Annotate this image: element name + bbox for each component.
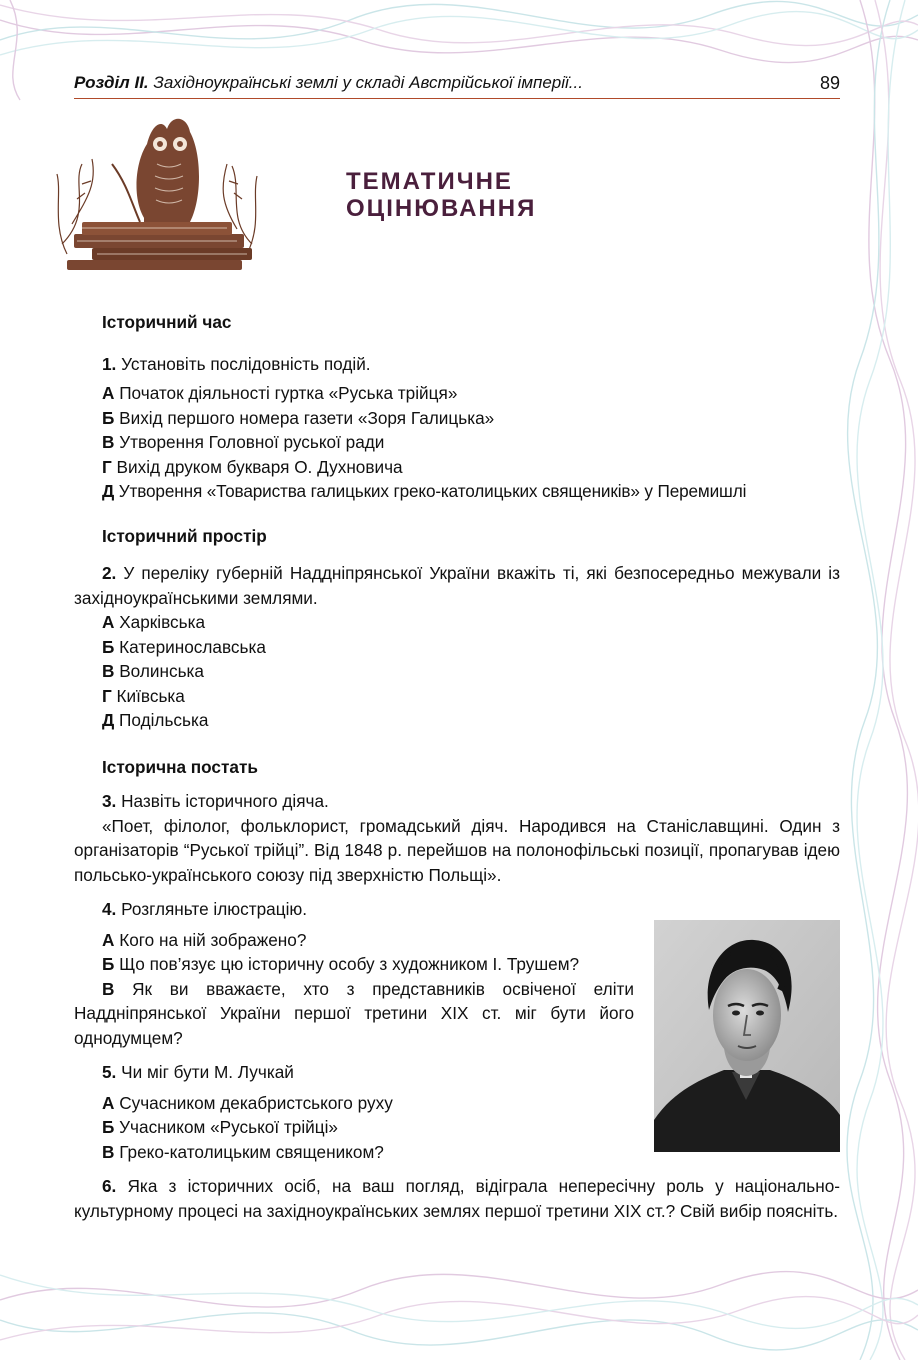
question-number: 1.: [102, 353, 117, 374]
quote-text: «Поет, філолог, фольклорист, громадський діяч. Народився на Станіславщині. Один з організаторів “Руської трійці”. Від 1848 р. перейшов на полонофільські позиції, пропагував ідею польсько-українського союзу під зверхністю Польщі».: [74, 815, 840, 885]
option-text: Волинська: [119, 661, 204, 681]
option-text: Київська: [116, 685, 185, 706]
answer-option: [102, 659, 840, 684]
option-letter: В: [102, 978, 115, 999]
question-number: 3.: [102, 791, 117, 811]
option-text: Вихід друком букваря О. Духновича: [116, 456, 403, 477]
option-letter: Б: [102, 954, 115, 974]
option-text: Харківська: [119, 612, 206, 632]
answer-option: [74, 952, 634, 977]
question-text: Назвіть історичного діяча.: [121, 791, 329, 811]
option-text: Греко-католицьким священиком?: [119, 1141, 384, 1162]
option-letter: А: [102, 1092, 115, 1113]
option-text: Утворення «Товариства галицьких греко-католицьких священиків» у Перемишлі: [118, 481, 747, 501]
option-letter: А: [102, 929, 115, 950]
question-1: [74, 352, 840, 377]
option-letter: Б: [102, 636, 115, 657]
portrait-photo: [654, 920, 840, 1152]
question-3: [74, 789, 840, 814]
answer-option: [74, 1140, 634, 1165]
question-6: [74, 1174, 840, 1223]
answer-option: [74, 928, 634, 953]
option-text: Утворення Головної руської ради: [119, 432, 385, 452]
owl-on-books-illustration: [52, 104, 262, 276]
answer-option: [102, 708, 840, 733]
question-text: Яка з історичних осіб, на ваш погляд, відіграла непересічну роль у національно-культурному процесі на західноукраїнських землях першої третини XIX ст.? Свій вибір поясніть.: [74, 1176, 840, 1221]
option-letter: Г: [102, 456, 112, 477]
option-letter: В: [102, 432, 115, 452]
running-header: [74, 72, 840, 99]
answer-option: [102, 455, 840, 480]
question-text: Розгляньте ілюстрацію.: [121, 899, 308, 919]
option-letter: Д: [102, 710, 115, 730]
question-text: Установіть послідовність подій.: [121, 353, 371, 374]
option-text: Вихід першого номера газети «Зоря Галицька»: [119, 407, 495, 428]
option-text: Кого на ній зображено?: [119, 929, 307, 950]
question-2: [74, 561, 840, 610]
answer-option: [102, 684, 840, 709]
answer-option: [102, 430, 840, 455]
answer-option: [74, 977, 634, 1051]
option-letter: В: [102, 661, 115, 681]
answer-option: [102, 479, 840, 504]
option-text: Подільська: [119, 710, 209, 730]
answer-option: [102, 610, 840, 635]
answer-option: [102, 406, 840, 431]
answer-option: [74, 1091, 634, 1116]
question-5: [74, 1060, 634, 1085]
page-title: [346, 168, 536, 222]
option-text: Початок діяльності гуртка «Руська трійця»: [119, 383, 458, 403]
answer-option: [102, 635, 840, 660]
option-text: Катеринославська: [119, 636, 266, 657]
option-letter: А: [102, 612, 115, 632]
chapter-title: Західноукраїнські землі у складі Австрійської імперії...: [153, 73, 583, 92]
option-letter: Б: [102, 407, 115, 428]
section-label: Розділ ІІ.: [74, 73, 149, 92]
option-letter: В: [102, 1141, 115, 1162]
option-text: Учасником «Руської трійці»: [119, 1117, 338, 1137]
option-letter: А: [102, 383, 115, 403]
answer-option: [102, 381, 840, 406]
option-text: Що пов’язує цю історичну особу з художником І. Трушем?: [119, 954, 580, 974]
option-letter: Д: [102, 481, 115, 501]
section-heading: Історичний простір: [102, 525, 267, 546]
question-number: 4.: [102, 899, 117, 919]
option-letter: Б: [102, 1117, 115, 1137]
question-number: 5.: [102, 1062, 117, 1082]
page-number: 89: [819, 73, 840, 93]
answer-option: [74, 1115, 634, 1140]
section-heading: Історичний час: [102, 312, 232, 332]
question-text: Чи міг бути М. Лучкай: [121, 1062, 294, 1082]
option-text: Сучасником декабристського руху: [119, 1092, 393, 1113]
question-number: 6.: [102, 1176, 117, 1196]
title-line-2: ОЦІНЮВАННЯ: [346, 195, 537, 222]
title-line-1: ТЕМАТИЧНЕ: [346, 168, 513, 195]
question-number: 2.: [102, 563, 117, 583]
option-text: Як ви вважаєте, хто з представників освіченої еліти Наддніпрянської України першої третини XIX ст. міг бути його однодумцем?: [74, 978, 634, 1048]
option-letter: Г: [102, 685, 112, 706]
question-text: У переліку губерній Наддніпрянської України вкажіть ті, які безпосередньо межували із західноукраїнськими землями.: [74, 563, 841, 608]
question-4: [74, 897, 634, 922]
section-heading: Історична постать: [102, 756, 258, 777]
